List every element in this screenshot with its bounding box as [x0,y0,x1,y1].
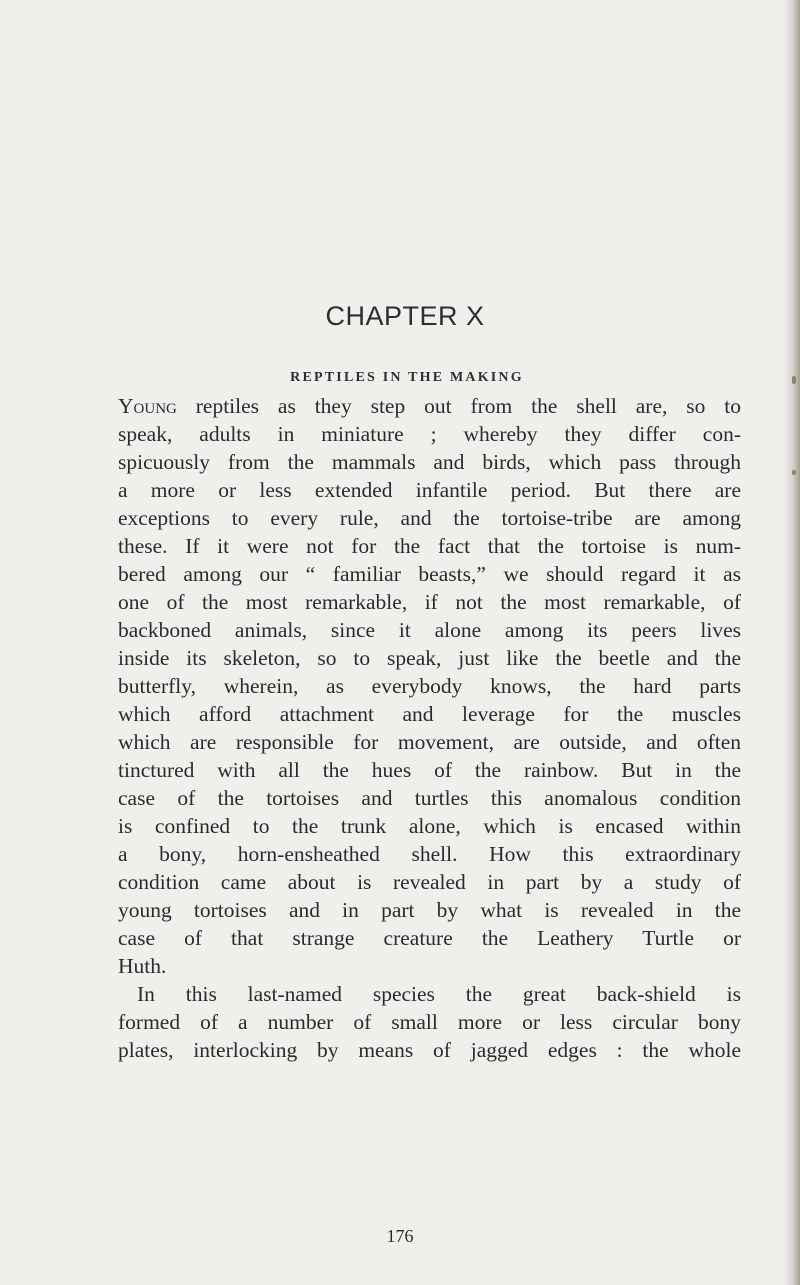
text-line: backboned animals, since it alone among its peers lives [118,618,741,642]
text-line: a more or less extended infantile period. But there are [118,478,741,502]
text-line: tinctured with all the hues of the rainbow. But in the [118,758,741,782]
text-line: young tortoises and in part by what is revealed in the [118,898,741,922]
text-line: speak, adults in miniature ; whereby they differ con- [118,422,741,446]
text-line: which afford attachment and leverage for the muscles [118,702,741,726]
text-line: exceptions to every rule, and the tortoise-tribe are among [118,506,741,530]
text-line: inside its skeleton, so to speak, just like the beetle and the [118,646,741,670]
chapter-subtitle: REPTILES IN THE MAKING [290,370,524,385]
text-line: which are responsible for movement, are outside, and often [118,730,741,754]
edge-mark [792,470,796,475]
text-line: Young reptiles as they step out from the shell are, so to [118,394,741,418]
text-line: one of the most remarkable, if not the most remarkable, of [118,590,741,614]
page-number: 176 [386,1226,414,1246]
text-line: condition came about is revealed in part by a study of [118,870,741,894]
text-line: plates, interlocking by means of jagged edges : the whole [118,1038,741,1062]
text-line: bered among our “ familiar beasts,” we should regard it as [118,562,741,586]
text-line: case of that strange creature the Leathery Turtle or [118,926,741,950]
text-line: these. If it were not for the fact that the tortoise is num- [118,534,741,558]
text-line: is confined to the trunk alone, which is encased within [118,814,741,838]
text-line: butterfly, wherein, as everybody knows, the hard parts [118,674,741,698]
drop-word: Young [118,394,177,418]
text-line: a bony, horn-ensheathed shell. How this extraordinary [118,842,741,866]
text-line: formed of a number of small more or less circular bony [118,1010,741,1034]
text-line: Huth. [118,954,167,978]
page-edge-shadow [784,0,800,1285]
text-line: spicuously from the mammals and birds, which pass through [118,450,741,474]
chapter-heading: CHAPTER X [325,301,485,331]
text-line: case of the tortoises and turtles this anomalous condition [118,786,741,810]
text-line: In this last-named species the great back-shield is [137,982,741,1006]
